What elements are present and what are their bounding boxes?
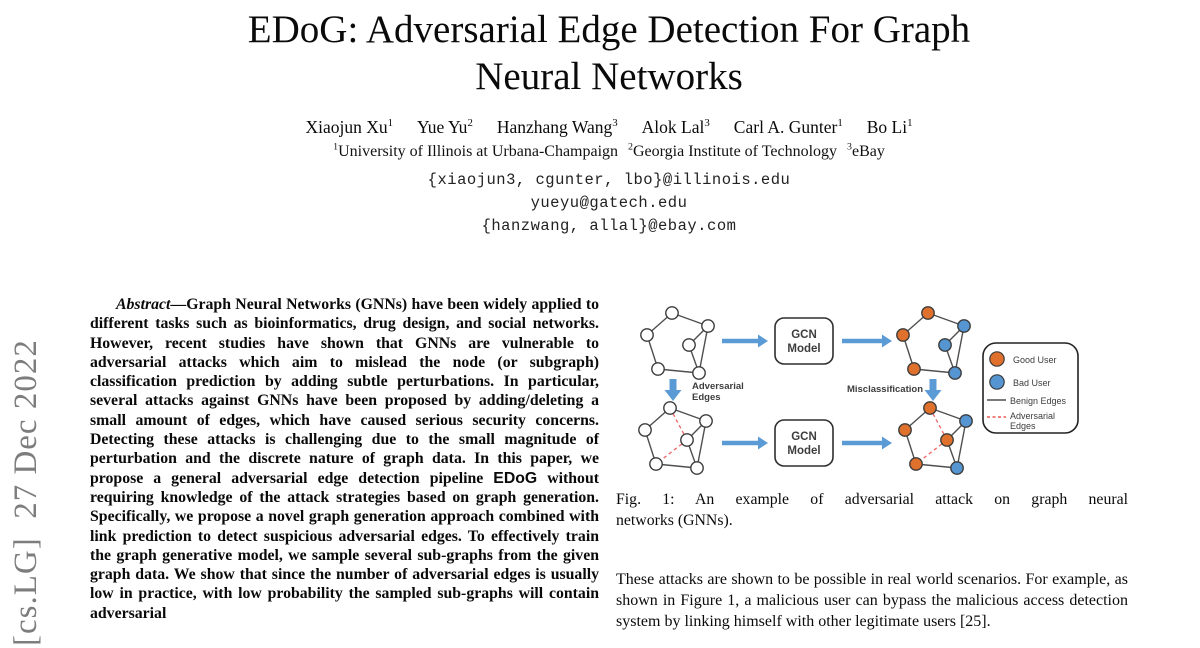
graph-node bbox=[958, 320, 970, 332]
graph-node bbox=[700, 415, 712, 427]
graph-node bbox=[650, 458, 662, 470]
arxiv-watermark: [cs.LG] 27 Dec 2022 bbox=[8, 339, 44, 646]
author: Bo Li$^1$ bbox=[866, 117, 913, 137]
graph-node bbox=[924, 402, 936, 414]
gcn-box-label: GCN bbox=[791, 329, 817, 341]
graph-node bbox=[683, 339, 695, 351]
gcn-box-label: Model bbox=[787, 445, 821, 457]
graph-node bbox=[681, 434, 693, 446]
author: Xiaojun Xu$^1$ bbox=[305, 117, 394, 137]
arrow-adversarial-edges bbox=[665, 379, 682, 401]
paper-title-line1: EDoG: Adversarial Edge Detection For Graph bbox=[247, 8, 971, 51]
left-column bbox=[90, 295, 599, 623]
affiliation: $^3$eBay bbox=[847, 141, 885, 160]
arrow-gcn-to-output-top bbox=[842, 335, 892, 348]
graph-node bbox=[897, 329, 909, 341]
legend-adversarial-edges-label: Edges bbox=[1010, 421, 1036, 431]
edog-wordmark: EDoG bbox=[493, 469, 538, 487]
figure-1-adversarial-attack-diagram bbox=[610, 288, 1128, 488]
author: Yue Yu$^2$ bbox=[417, 117, 473, 137]
author: Carl A. Gunter$^1$ bbox=[733, 117, 843, 137]
paper-title-line2: Neural Networks bbox=[475, 55, 743, 98]
gcn-box-label: GCN bbox=[791, 431, 817, 443]
emails-block bbox=[90, 169, 1128, 238]
gcn-model-box-bottom bbox=[775, 420, 833, 466]
legend-good-user-label: Good User bbox=[1013, 355, 1057, 365]
author: Hanzhang Wang$^3$ bbox=[496, 117, 618, 137]
legend-adversarial-edges-label: Adversarial bbox=[1010, 411, 1056, 421]
graph-node bbox=[666, 307, 678, 319]
legend-bad-user-swatch bbox=[990, 375, 1004, 389]
graph-clean-input bbox=[641, 307, 714, 379]
arrow-input-to-gcn-top bbox=[722, 335, 768, 348]
graph-node bbox=[910, 458, 922, 470]
gcn-box-label: Model bbox=[787, 343, 821, 355]
abstract-text: Abstract—Graph Neural Networks (GNNs) have been widely applied to different tasks such as bioinformatics, drug design, and social networks. However, recent studies have shown that GNNs are vulnerable to adversarial attacks which aim to mislead the node (or subgraph) classification prediction by adding subtle perturbations. In particular, several attacks against GNNs have been proposed by adding/deleting a small amount of edges, which have caused serious security concerns. Detecting these attacks is challenging due to the small magnitude of perturbation and the discrete nature of graph data. In this paper, we propose a general adversarial edge detection pipeline EDoG without requiring knowledge of the attack strategies based on graph generation. Specifically, we propose a novel graph generation approach combined with link prediction to detect suspicious adversarial edges. To effectively train the graph generative model, we sample several sub-graphs from the given graph data. We show that since the number of adversarial edges is usually low in practice, with low probability the sampled sub-graphs will contain adversarial bbox=[90, 296, 599, 622]
graph-clean-prediction bbox=[897, 307, 970, 379]
email-line: yueyu@gatech.edu bbox=[530, 194, 688, 212]
arrow-input-to-gcn-bottom bbox=[722, 437, 768, 450]
graph-misclassified-prediction bbox=[899, 402, 972, 474]
graph-node bbox=[639, 424, 651, 436]
email-line: {xiaojun3, cgunter, lbo}@illinois.edu bbox=[427, 171, 791, 189]
adversarial-edges-label: Edges bbox=[692, 392, 721, 403]
graph-node bbox=[641, 329, 653, 341]
affiliations-row bbox=[90, 143, 1128, 161]
legend-benign-edges-label: Benign Edges bbox=[1010, 396, 1067, 406]
legend-box bbox=[983, 343, 1078, 433]
graph-node bbox=[691, 462, 703, 474]
graph-node bbox=[702, 320, 714, 332]
arrow-gcn-to-output-bottom bbox=[842, 437, 892, 450]
graph-perturbed-input bbox=[639, 402, 712, 474]
abstract-lead: Abstract bbox=[116, 296, 171, 313]
adversarial-edges-label: Adversarial bbox=[692, 381, 744, 392]
misclassification-label: Misclassification bbox=[846, 384, 923, 395]
authors-row bbox=[90, 117, 1128, 138]
graph-node bbox=[652, 363, 664, 375]
graph-node bbox=[693, 367, 705, 379]
figure-caption: Fig. 1: An example of adversarial attack on graph neural networks (GNNs). bbox=[616, 491, 1128, 529]
graph-node bbox=[951, 462, 963, 474]
affiliation: $^1$University of Illinois at Urbana-Champaign bbox=[333, 141, 619, 160]
legend-good-user-swatch bbox=[990, 352, 1004, 366]
graph-node bbox=[922, 307, 934, 319]
body-paragraph: These attacks are shown to be possible in real world scenarios. For example, as shown in Figure 1, a malicious user can bypass the malicious access detection system by linking himself with other legitimate users [25]. bbox=[616, 571, 1128, 630]
author: Alok Lal$^3$ bbox=[641, 117, 710, 137]
arrow-misclassification bbox=[925, 379, 942, 401]
email-line: {hanzwang, allal}@ebay.com bbox=[481, 217, 737, 235]
gcn-model-box-top bbox=[775, 318, 833, 364]
graph-node bbox=[908, 363, 920, 375]
legend-bad-user-label: Bad User bbox=[1013, 378, 1051, 388]
paper-header bbox=[90, 6, 1128, 238]
graph-node bbox=[960, 415, 972, 427]
right-column bbox=[610, 288, 1128, 632]
affiliation: $^2$Georgia Institute of Technology bbox=[628, 141, 838, 160]
graph-node bbox=[941, 434, 953, 446]
graph-node bbox=[899, 424, 911, 436]
graph-node bbox=[939, 339, 951, 351]
graph-node bbox=[949, 367, 961, 379]
graph-node bbox=[664, 402, 676, 414]
